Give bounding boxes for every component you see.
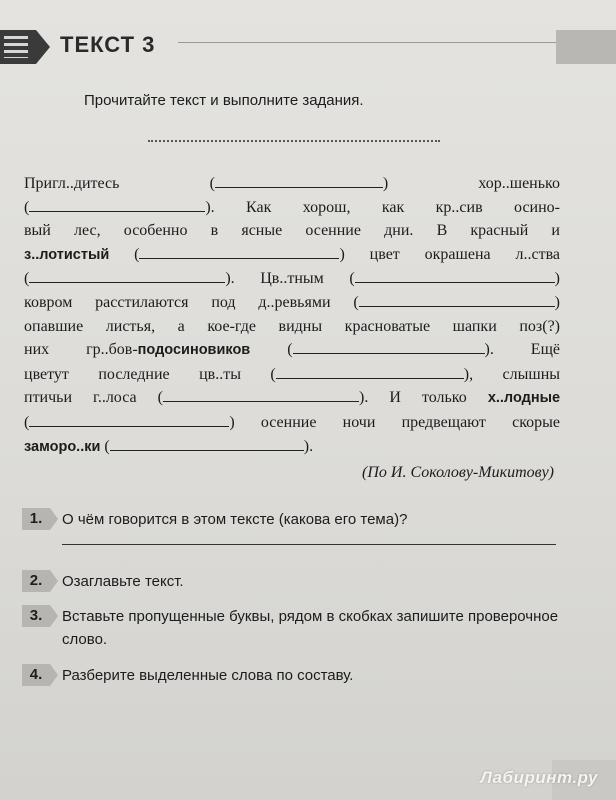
answer-blank[interactable]	[359, 292, 555, 307]
answer-blank[interactable]	[139, 244, 339, 259]
task-number: 1.	[22, 508, 50, 530]
text-fragment: осенние ночи предвещают скорые	[260, 413, 561, 431]
text-line: ковром расстилаются под д..ревьями ( )	[24, 293, 560, 311]
source-attribution: (По И. Соколову-Микитову)	[362, 464, 554, 481]
header-rule	[178, 42, 576, 43]
text-fragment: , слышны	[469, 365, 560, 383]
watermark: Лабиринт.ру	[480, 768, 598, 787]
header-end-block	[556, 30, 616, 64]
text-fragment: ковром расстилаются под д..ревьями	[24, 293, 331, 311]
answer-blank[interactable]	[29, 412, 229, 427]
task-text: Вставьте пропущенные буквы, рядом в скобках запишите проверочное слово.	[62, 608, 559, 648]
answer-blank[interactable]	[163, 387, 359, 402]
task-number: 3.	[22, 605, 50, 627]
bold-word: заморо..ки	[24, 438, 101, 455]
text-fragment: Пригл..дитесь	[24, 175, 120, 192]
text-line: них гр..бов-подосиновиков ( ). Ещё	[24, 341, 560, 359]
text-line: з..лотистый ( ) цвет окрашена л..ства	[24, 245, 561, 263]
text-line: птичьи г..лоса ( ). И только х..лодные	[24, 389, 561, 407]
text-fragment: цвет окрашена л..ства	[369, 245, 561, 263]
answer-blank[interactable]	[215, 173, 383, 188]
bold-word: х..лодные	[487, 390, 561, 407]
title-dotted-line[interactable]	[148, 140, 440, 142]
answer-blank[interactable]	[29, 197, 205, 212]
text-fragment: цветут последние цв..ты	[24, 365, 241, 383]
answer-blank[interactable]	[355, 268, 555, 283]
text-line: Пригл..дитесь ( ) хор..шенько	[24, 175, 560, 192]
text-line: ( ). Как хорош, как кр..сив осино-	[24, 198, 560, 216]
text-line	[24, 315, 560, 339]
answer-blank[interactable]	[29, 268, 225, 283]
text-line: ( ). Цв..тным ( )	[24, 270, 560, 288]
text-line: заморо..ки ( ).	[24, 437, 314, 455]
answer-blank[interactable]	[110, 436, 304, 451]
exercise-text	[24, 172, 560, 459]
text-fragment: . Как хорош, как кр..сив осино-	[210, 198, 560, 216]
section-header	[0, 30, 616, 64]
task-text: О чём говорится в этом тексте (какова его тема)?	[62, 511, 408, 528]
task-text: Разберите выделенные слова по составу.	[62, 667, 354, 684]
stripes-icon	[4, 36, 28, 58]
text-fragment: хор..шенько	[478, 175, 560, 192]
answer-blank[interactable]	[276, 364, 464, 379]
text-fragment: . Цв..тным	[230, 270, 324, 288]
text-fragment: вый лес, особенно в ясные осенние дни. В красный и	[24, 222, 560, 240]
text-fragment: них гр..бов-	[24, 341, 138, 359]
text-line: цветут последние цв..ты ( ), слышны	[24, 365, 560, 383]
task-text: Озаглавьте текст.	[62, 573, 184, 590]
text-fragment: .	[309, 437, 314, 455]
answer-blank[interactable]	[293, 339, 485, 354]
instruction-text: Прочитайте текст и выполните задания.	[84, 92, 364, 109]
text-fragment: . Ещё	[489, 341, 560, 359]
task-number: 2.	[22, 570, 50, 592]
answer-line[interactable]	[62, 544, 556, 545]
text-fragment: . И только	[364, 389, 467, 407]
bold-word: подосиновиков	[137, 342, 251, 359]
section-title: ТЕКСТ 3	[60, 32, 156, 57]
task-number: 4.	[22, 664, 50, 686]
header-marker	[0, 30, 36, 64]
text-line	[24, 219, 560, 243]
text-fragment: птичьи г..лоса	[24, 389, 137, 407]
bold-word: з..лотистый	[24, 246, 110, 263]
text-line: ( ) осенние ночи предвещают скорые	[24, 413, 561, 431]
text-fragment: опавшие листья, а кое-где видны красноватые шапки поз(?)	[24, 317, 560, 335]
